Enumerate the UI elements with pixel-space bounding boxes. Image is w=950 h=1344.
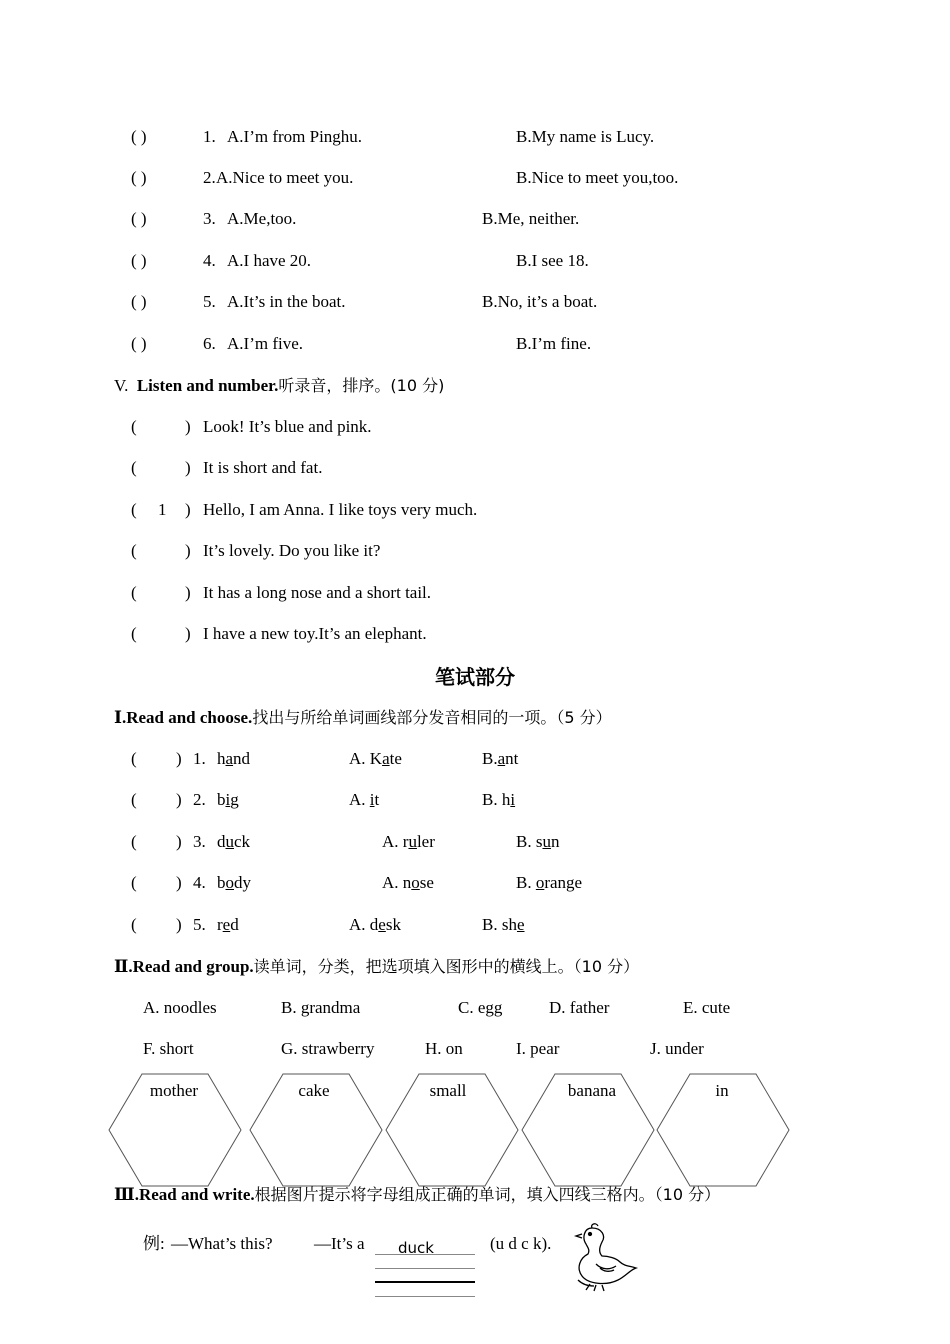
given-word-post: d (230, 915, 239, 934)
option-b-pre: B. sh (482, 915, 517, 934)
section-v-roman: V. (114, 376, 129, 395)
option-b: B.I’m fine. (516, 334, 592, 353)
given-word (217, 790, 239, 810)
answer-blank[interactable]: ( ) (131, 334, 147, 353)
option-b: B.My name is Lucy. (516, 127, 655, 146)
hexagon-label: cake (298, 1081, 330, 1100)
section-v-heading (114, 375, 444, 397)
paren-left: ( (131, 417, 137, 436)
section-1-roman: Ⅰ. (114, 708, 127, 727)
given-word-pre: r (217, 915, 223, 934)
option-a-sound: u (408, 832, 417, 851)
question-number: 2. (203, 168, 216, 187)
option-a-pre: A. (349, 790, 370, 809)
paren-right: ) (176, 915, 182, 934)
sentence: It’s lovely. Do you like it? (203, 541, 381, 560)
group-option: G. strawberry (281, 1039, 375, 1058)
example-question: —What’s this? (171, 1234, 273, 1253)
option-b (516, 873, 582, 893)
hexagon-label: mother (149, 1081, 199, 1100)
group-option: J. under (650, 1039, 704, 1058)
section-1-title-cn: 找出与所给单词画线部分发音相同的一项。（5 分） (252, 708, 612, 727)
example-prefix: 例: (143, 1234, 165, 1253)
given-word-pre: d (217, 832, 226, 851)
given-word-sound: e (222, 915, 231, 934)
option-b: B.No, it’s a boat. (482, 292, 598, 311)
paren-right: ) (176, 749, 182, 768)
order-answer[interactable]: 1 (158, 500, 167, 519)
group-option: B. grandma (281, 998, 361, 1017)
group-option: C. egg (458, 998, 503, 1017)
option-b-sound: a (497, 749, 506, 768)
paren-right: ) (185, 583, 191, 602)
sentence: It has a long nose and a short tail. (203, 583, 432, 602)
example-word: duck (398, 1239, 434, 1257)
question-number: 5. (193, 915, 206, 934)
question-number: 5. (203, 292, 216, 311)
section-v-title-en: Listen and number. (136, 376, 279, 395)
paren-left: ( (131, 541, 137, 560)
option-b: B.Me, neither. (482, 209, 580, 228)
answer-blank[interactable]: ( ) (131, 127, 147, 146)
option-b-post: n (550, 832, 560, 851)
question-number: 3. (193, 832, 206, 851)
option-a-post: te (389, 749, 402, 768)
given-word-sound: i (225, 790, 231, 809)
given-word-sound: a (225, 749, 234, 768)
option-a-post: se (419, 873, 434, 892)
option-a: A.Me,too. (227, 209, 297, 228)
option-a-sound: o (411, 873, 420, 892)
option-b-pre: B. s (516, 832, 543, 851)
paren-left: ( (131, 583, 137, 602)
given-word-pre: b (217, 790, 226, 809)
group-option: I. pear (516, 1039, 560, 1058)
given-word-sound: u (225, 832, 234, 851)
four-line-1 (375, 1254, 475, 1255)
given-word (217, 915, 239, 935)
paren-left: ( (131, 500, 137, 519)
answer-blank[interactable]: ( ) (131, 251, 147, 270)
sentence: Look! It’s blue and pink. (203, 417, 372, 436)
given-word-pre: b (217, 873, 226, 892)
option-b-sound: i (510, 790, 516, 809)
four-line-3 (375, 1281, 475, 1283)
question-number: 4. (193, 873, 206, 892)
section-2-roman: Ⅱ. (114, 957, 133, 976)
group-option: E. cute (683, 998, 731, 1017)
paren-right: ) (176, 873, 182, 892)
section-3-title-cn: 根据图片提示将字母组成正确的单词，填入四线三格内。（10 分） (254, 1185, 721, 1204)
option-a (349, 790, 379, 810)
section-1-heading (114, 707, 612, 729)
question-number: 3. (203, 209, 216, 228)
option-b (482, 915, 525, 935)
paren-right: ) (185, 417, 191, 436)
option-b-pre: B. (482, 749, 498, 768)
option-b (482, 749, 518, 769)
paren-right: ) (185, 500, 191, 519)
given-word (217, 873, 251, 893)
given-word-post: nd (233, 749, 251, 768)
option-a-pre: A. n (382, 873, 412, 892)
paren-right: ) (176, 832, 182, 851)
question-number: 4. (203, 251, 216, 270)
option-a-post: ler (416, 832, 435, 851)
option-a-sound: e (378, 915, 386, 934)
section-2-title-cn: 读单词，分类，把选项填入图形中的横线上。（10 分） (253, 957, 640, 976)
option-a-pre: A. d (349, 915, 379, 934)
option-b-pre: B. h (482, 790, 511, 809)
option-a-sound: a (382, 749, 390, 768)
section-3-heading (114, 1184, 720, 1206)
section-3-roman: Ⅲ. (114, 1185, 139, 1204)
group-option: H. on (425, 1039, 463, 1058)
question-number: 2. (193, 790, 206, 809)
given-word (217, 749, 250, 769)
section-3-title-en: Read and write. (138, 1185, 255, 1204)
group-option: F. short (143, 1039, 194, 1058)
sentence: It is short and fat. (203, 458, 323, 477)
option-b: B.Nice to meet you,too. (516, 168, 679, 187)
example-answer: —It’s a (314, 1234, 365, 1253)
answer-blank[interactable]: ( ) (131, 168, 147, 187)
option-a-sound: i (369, 790, 375, 809)
section-2-heading (114, 956, 639, 978)
answer-blank[interactable]: ( ) (131, 292, 147, 311)
option-a: A.I’m five. (227, 334, 304, 353)
duck-icon (572, 1220, 642, 1292)
four-line-4 (375, 1296, 475, 1297)
paren-left: ( (131, 749, 137, 768)
given-word-post: dy (234, 873, 251, 892)
paren-left: ( (131, 790, 137, 809)
option-a-pre: A. r (382, 832, 409, 851)
option-a (382, 832, 435, 852)
given-word-post: g (230, 790, 239, 809)
option-b: B.I see 18. (516, 251, 589, 270)
paren-left: ( (131, 832, 137, 851)
option-a: A.It’s in the boat. (227, 292, 346, 311)
paren-right: ) (176, 790, 182, 809)
section-v-title-cn: 听录音，排序。(10 分) (278, 376, 445, 395)
hexagon-label: banana (567, 1081, 617, 1100)
option-b-pre: B. (516, 873, 536, 892)
given-word-post: ck (234, 832, 251, 851)
option-a: A.I have 20. (227, 251, 312, 270)
section-1-title-en: Read and choose. (126, 708, 253, 727)
group-option: D. father (549, 998, 610, 1017)
option-b-post: range (544, 873, 583, 892)
answer-blank[interactable]: ( ) (131, 209, 147, 228)
given-word (217, 832, 250, 852)
paren-left: ( (131, 873, 137, 892)
option-a-post: sk (385, 915, 401, 934)
option-a (349, 915, 401, 935)
group-option: A. noodles (143, 998, 217, 1017)
option-a: A.I’m from Pinghu. (227, 127, 363, 146)
question-number: 6. (203, 334, 216, 353)
example-letters: (u d c k). (490, 1234, 552, 1253)
paren-right: ) (185, 458, 191, 477)
paren-right: ) (185, 624, 191, 643)
option-a-pre: A. K (349, 749, 383, 768)
sentence: Hello, I am Anna. I like toys very much. (203, 500, 478, 519)
hexagon-label: in (715, 1081, 729, 1100)
paren-right: ) (185, 541, 191, 560)
option-a (382, 873, 434, 893)
option-a (349, 749, 402, 769)
four-line-2 (375, 1268, 475, 1269)
given-word-pre: h (217, 749, 226, 768)
option-a: A.Nice to meet you. (216, 168, 354, 187)
option-b-post: nt (505, 749, 519, 768)
option-b-sound: o (535, 873, 545, 892)
section-2-title-en: Read and group. (132, 957, 254, 976)
paren-left: ( (131, 624, 137, 643)
option-a-post: t (374, 790, 380, 809)
paren-left: ( (131, 458, 137, 477)
option-b-sound: u (542, 832, 551, 851)
question-number: 1. (203, 127, 216, 146)
written-part-title: 笔试部分 (435, 665, 515, 689)
paren-left: ( (131, 915, 137, 934)
option-b (482, 790, 515, 810)
option-b-sound: e (516, 915, 525, 934)
option-b (516, 832, 559, 852)
given-word-sound: o (225, 873, 234, 892)
hexagon-label: small (429, 1081, 467, 1100)
sentence: I have a new toy.It’s an elephant. (203, 624, 427, 643)
question-number: 1. (193, 749, 206, 768)
